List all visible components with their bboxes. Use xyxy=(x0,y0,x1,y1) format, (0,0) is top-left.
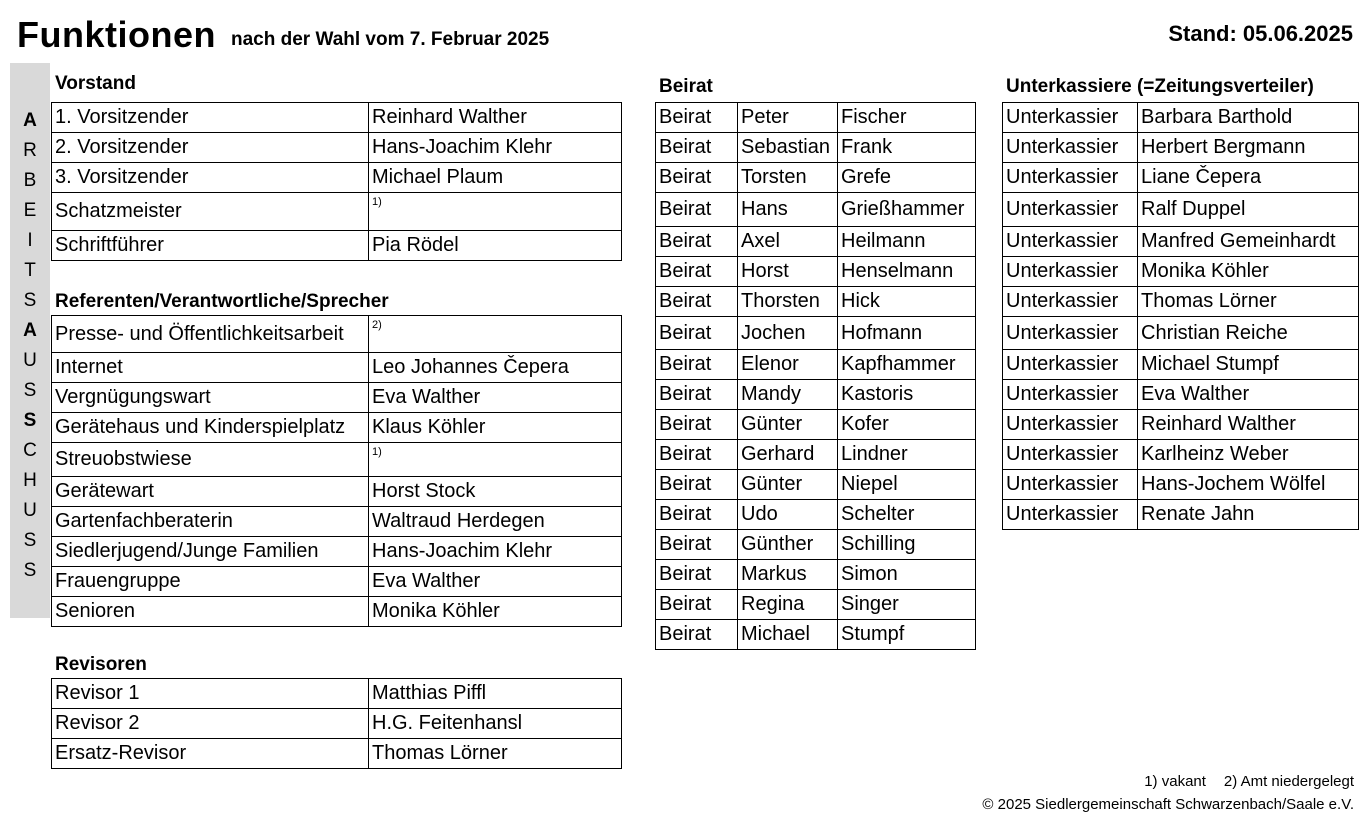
table-cell: Thomas Lörner xyxy=(1138,287,1359,317)
table-cell: Peter xyxy=(738,103,838,133)
table-cell: Heilmann xyxy=(838,227,976,257)
table-cell: Hans-Joachim Klehr xyxy=(369,133,622,163)
table-cell: Horst xyxy=(738,257,838,287)
table-cell: Grießhammer xyxy=(838,193,976,227)
referenten-table xyxy=(51,315,622,627)
table-cell: Eva Walther xyxy=(369,383,622,413)
table-row xyxy=(656,470,976,500)
table-cell: Schilling xyxy=(838,530,976,560)
table-cell: Schriftführer xyxy=(52,231,369,261)
table-cell: Hans xyxy=(738,193,838,227)
table-cell: Schelter xyxy=(838,500,976,530)
table-cell: Singer xyxy=(838,590,976,620)
table-row xyxy=(1003,470,1359,500)
sidebar-letter: T xyxy=(24,260,36,281)
revisoren-heading: Revisoren xyxy=(55,654,147,675)
table-cell: Unterkassier xyxy=(1003,227,1138,257)
table-cell: Unterkassier xyxy=(1003,470,1138,500)
table-cell: Hans-Joachim Klehr xyxy=(369,537,622,567)
table-row xyxy=(52,353,622,383)
table-cell: Eva Walther xyxy=(369,567,622,597)
table-row xyxy=(656,163,976,193)
table-row xyxy=(1003,380,1359,410)
table-cell: Unterkassier xyxy=(1003,163,1138,193)
table-cell: Liane Čepera xyxy=(1138,163,1359,193)
table-cell: Unterkassier xyxy=(1003,380,1138,410)
sidebar-letter: I xyxy=(27,230,33,251)
table-row xyxy=(1003,287,1359,317)
table-cell: Streuobstwiese xyxy=(52,443,369,477)
table-cell: Unterkassier xyxy=(1003,287,1138,317)
table-row xyxy=(52,316,622,353)
table-cell: Regina xyxy=(738,590,838,620)
unterkassiere-heading: Unterkassiere (=Zeitungsverteiler) xyxy=(1006,76,1314,97)
table-row xyxy=(52,103,622,133)
table-row xyxy=(52,231,622,261)
table-cell: Günther xyxy=(738,530,838,560)
table-row xyxy=(52,567,622,597)
table-cell: Hick xyxy=(838,287,976,317)
table-row xyxy=(1003,103,1359,133)
stand-date: Stand: 05.06.2025 xyxy=(1168,21,1353,46)
table-cell: Karlheinz Weber xyxy=(1138,440,1359,470)
table-cell: Matthias Piffl xyxy=(369,679,622,709)
table-row xyxy=(52,477,622,507)
footnote-amt-niedergelegt: 2) Amt niedergelegt xyxy=(1223,773,1354,790)
table-cell: Senioren xyxy=(52,597,369,627)
sidebar-letter: S xyxy=(23,560,37,581)
table-cell: Mandy xyxy=(738,380,838,410)
table-cell: Thorsten xyxy=(738,287,838,317)
table-cell: Horst Stock xyxy=(369,477,622,507)
table-cell: Gerhard xyxy=(738,440,838,470)
table-cell: Günter xyxy=(738,410,838,440)
table-cell: Unterkassier xyxy=(1003,500,1138,530)
table-cell: Sebastian xyxy=(738,133,838,163)
sidebar-letters xyxy=(10,106,50,586)
table-row xyxy=(656,287,976,317)
table-row xyxy=(656,590,976,620)
table-row xyxy=(1003,410,1359,440)
table-cell: Christian Reiche xyxy=(1138,317,1359,350)
table-cell: Beirat xyxy=(656,257,738,287)
table-row xyxy=(656,257,976,287)
table-cell: Udo xyxy=(738,500,838,530)
table-cell: Beirat xyxy=(656,410,738,440)
page-title: Funktionen xyxy=(17,14,216,55)
table-cell: Elenor xyxy=(738,350,838,380)
table-row xyxy=(656,193,976,227)
sidebar-letter: U xyxy=(23,350,37,371)
vorstand-heading: Vorstand xyxy=(55,73,136,94)
table-cell: Unterkassier xyxy=(1003,317,1138,350)
table-cell: Waltraud Herdegen xyxy=(369,507,622,537)
footnote-legend xyxy=(1144,773,1354,790)
table-cell: 1) xyxy=(369,443,622,477)
table-cell: Leo Johannes Čepera xyxy=(369,353,622,383)
table-cell: H.G. Feitenhansl xyxy=(369,709,622,739)
table-cell: Beirat xyxy=(656,500,738,530)
beirat-table xyxy=(655,102,976,650)
table-row xyxy=(656,380,976,410)
table-row xyxy=(52,597,622,627)
sidebar-letter: A xyxy=(23,320,37,341)
table-row xyxy=(656,350,976,380)
table-row xyxy=(52,133,622,163)
table-cell: Unterkassier xyxy=(1003,350,1138,380)
table-cell: Beirat xyxy=(656,440,738,470)
footnote-vakant: 1) vakant xyxy=(1144,773,1206,790)
table-cell: Beirat xyxy=(656,193,738,227)
sidebar-letter: B xyxy=(23,170,37,191)
table-row xyxy=(52,413,622,443)
table-cell: Kofer xyxy=(838,410,976,440)
table-row xyxy=(52,507,622,537)
table-cell: 2) xyxy=(369,316,622,353)
table-cell: Revisor 2 xyxy=(52,709,369,739)
table-cell: Unterkassier xyxy=(1003,193,1138,227)
table-row xyxy=(52,537,622,567)
table-row xyxy=(1003,500,1359,530)
sidebar-letter: S xyxy=(23,380,37,401)
table-cell: Unterkassier xyxy=(1003,257,1138,287)
sidebar-letter: U xyxy=(23,500,37,521)
table-cell: Thomas Lörner xyxy=(369,739,622,769)
table-cell: Torsten xyxy=(738,163,838,193)
table-cell: 2. Vorsitzender xyxy=(52,133,369,163)
table-cell: Gerätehaus und Kinderspielplatz xyxy=(52,413,369,443)
table-cell: Pia Rödel xyxy=(369,231,622,261)
table-cell: Beirat xyxy=(656,163,738,193)
table-row xyxy=(52,193,622,231)
table-row xyxy=(52,679,622,709)
page-subtitle: nach der Wahl vom 7. Februar 2025 xyxy=(231,29,550,50)
table-cell: Simon xyxy=(838,560,976,590)
table-cell: Ersatz-Revisor xyxy=(52,739,369,769)
table-cell: Hans-Jochem Wölfel xyxy=(1138,470,1359,500)
sidebar-letter: A xyxy=(23,110,37,131)
table-cell: Hofmann xyxy=(838,317,976,350)
table-cell: Beirat xyxy=(656,133,738,163)
table-cell: Reinhard Walther xyxy=(1138,410,1359,440)
table-cell: Beirat xyxy=(656,103,738,133)
table-row xyxy=(656,500,976,530)
table-row xyxy=(656,620,976,650)
table-cell: Unterkassier xyxy=(1003,103,1138,133)
table-cell: Revisor 1 xyxy=(52,679,369,709)
table-cell: Unterkassier xyxy=(1003,410,1138,440)
table-cell: Kapfhammer xyxy=(838,350,976,380)
table-cell: Fischer xyxy=(838,103,976,133)
arbeitsausschuss-sidebar xyxy=(10,63,50,618)
sidebar-letter: R xyxy=(23,140,37,161)
table-row xyxy=(656,440,976,470)
table-row xyxy=(1003,350,1359,380)
sidebar-letter: S xyxy=(23,410,37,431)
table-cell: 1) xyxy=(369,193,622,231)
table-row xyxy=(1003,317,1359,350)
table-row xyxy=(1003,193,1359,227)
table-cell: Beirat xyxy=(656,317,738,350)
table-cell: Monika Köhler xyxy=(369,597,622,627)
table-cell: Vergnügungswart xyxy=(52,383,369,413)
table-row xyxy=(656,133,976,163)
sidebar-letter: S xyxy=(23,530,37,551)
table-cell: Beirat xyxy=(656,227,738,257)
table-cell: Beirat xyxy=(656,350,738,380)
table-cell: Gerätewart xyxy=(52,477,369,507)
table-row xyxy=(1003,133,1359,163)
sidebar-letter: S xyxy=(23,290,37,311)
table-cell: Frauengruppe xyxy=(52,567,369,597)
table-row xyxy=(52,709,622,739)
sidebar-letter: C xyxy=(23,440,37,461)
table-cell: Lindner xyxy=(838,440,976,470)
table-row xyxy=(656,530,976,560)
table-cell: 1. Vorsitzender xyxy=(52,103,369,133)
table-cell: 3. Vorsitzender xyxy=(52,163,369,193)
table-cell: Unterkassier xyxy=(1003,440,1138,470)
table-row xyxy=(656,560,976,590)
table-cell: Grefe xyxy=(838,163,976,193)
table-cell: Monika Köhler xyxy=(1138,257,1359,287)
table-cell: Presse- und Öffentlichkeitsarbeit xyxy=(52,316,369,353)
beirat-heading: Beirat xyxy=(659,76,713,97)
table-row xyxy=(52,739,622,769)
table-row xyxy=(52,163,622,193)
table-cell: Siedlerjugend/Junge Familien xyxy=(52,537,369,567)
table-cell: Beirat xyxy=(656,620,738,650)
table-cell: Henselmann xyxy=(838,257,976,287)
table-cell: Barbara Barthold xyxy=(1138,103,1359,133)
sidebar-letter: E xyxy=(23,200,37,221)
table-cell: Axel xyxy=(738,227,838,257)
table-cell: Michael Plaum xyxy=(369,163,622,193)
table-cell: Beirat xyxy=(656,560,738,590)
table-cell: Stumpf xyxy=(838,620,976,650)
table-row xyxy=(1003,440,1359,470)
table-cell: Renate Jahn xyxy=(1138,500,1359,530)
table-row xyxy=(656,227,976,257)
revisoren-table xyxy=(51,678,622,769)
table-cell: Michael xyxy=(738,620,838,650)
table-cell: Beirat xyxy=(656,590,738,620)
vorstand-table xyxy=(51,102,622,261)
copyright: © 2025 Siedlergemeinschaft Schwarzenbach/Saale e.V. xyxy=(982,796,1354,813)
table-cell: Günter xyxy=(738,470,838,500)
table-cell: Beirat xyxy=(656,380,738,410)
table-cell: Ralf Duppel xyxy=(1138,193,1359,227)
table-cell: Klaus Köhler xyxy=(369,413,622,443)
table-cell: Reinhard Walther xyxy=(369,103,622,133)
table-row xyxy=(52,383,622,413)
table-row xyxy=(52,443,622,477)
table-cell: Markus xyxy=(738,560,838,590)
referenten-heading: Referenten/Verantwortliche/Sprecher xyxy=(55,291,389,312)
table-row xyxy=(1003,163,1359,193)
table-cell: Kastoris xyxy=(838,380,976,410)
table-cell: Jochen xyxy=(738,317,838,350)
unterkassiere-table xyxy=(1002,102,1359,530)
table-row xyxy=(656,103,976,133)
table-cell: Herbert Bergmann xyxy=(1138,133,1359,163)
table-cell: Schatzmeister xyxy=(52,193,369,231)
table-cell: Gartenfachberaterin xyxy=(52,507,369,537)
table-cell: Michael Stumpf xyxy=(1138,350,1359,380)
table-row xyxy=(1003,227,1359,257)
sidebar-letter: H xyxy=(23,470,37,491)
table-cell: Beirat xyxy=(656,287,738,317)
table-cell: Beirat xyxy=(656,470,738,500)
table-cell: Eva Walther xyxy=(1138,380,1359,410)
table-cell: Beirat xyxy=(656,530,738,560)
table-cell: Niepel xyxy=(838,470,976,500)
table-row xyxy=(656,410,976,440)
table-cell: Internet xyxy=(52,353,369,383)
table-cell: Frank xyxy=(838,133,976,163)
table-cell: Manfred Gemeinhardt xyxy=(1138,227,1359,257)
table-row xyxy=(656,317,976,350)
table-cell: Unterkassier xyxy=(1003,133,1138,163)
table-row xyxy=(1003,257,1359,287)
